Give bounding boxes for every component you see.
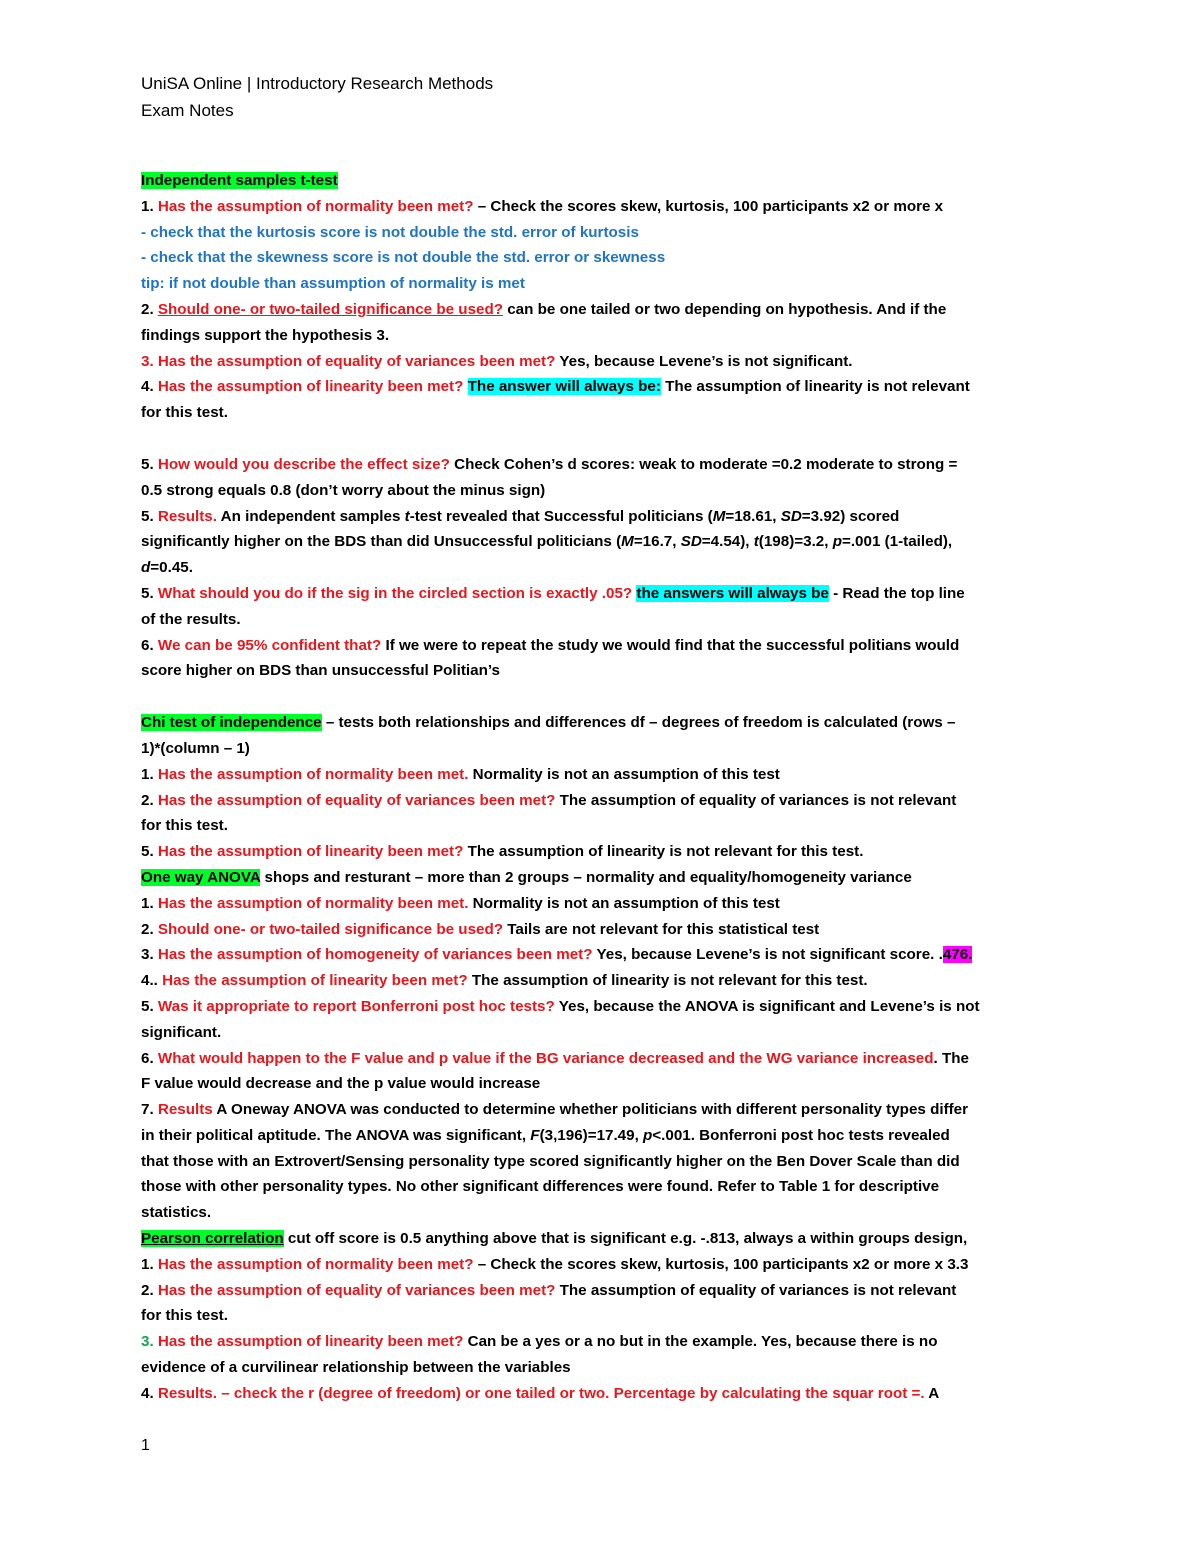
note-line [141,1252,1059,1278]
text-segment: M [621,533,634,551]
note-line [141,478,1059,504]
note-line [141,736,1059,762]
text-segment: 1. [141,1255,158,1273]
text-segment: A Oneway ANOVA was conducted to determine whether politicians with different personality types differ [212,1101,969,1119]
text-segment: Has the assumption of normality been met. [157,765,469,783]
text-segment: 3. [141,1333,158,1351]
text-segment: 2. [141,1281,158,1299]
text-segment: If we were to repeat the study we would find that the successful politians would [381,636,960,654]
text-segment: Chi test of independence [141,714,322,732]
text-segment: – Check the scores skew, kurtosis, 100 participants x2 or more x 3.3 [473,1255,969,1273]
text-segment: for this test. [141,404,228,422]
text-segment: What should you do if the sig in the circled section is exactly .05? [157,584,633,602]
text-segment: The assumption of linearity is not relevant for this test. [467,972,868,990]
note-line [141,942,1059,968]
text-segment: An independent samples [216,507,405,525]
text-segment: Results. – check the r (degree of freedom) or one tailed or two. Percentage by calculating the squar root =. [157,1384,925,1402]
text-segment: Yes, because Levene’s is not significant score. . [592,946,943,964]
text-segment: Has the assumption of equality of variances been met? [157,791,556,809]
text-segment: in their political aptitude. The ANOVA was significant, [141,1126,531,1144]
text-segment: =18.61, [725,507,781,525]
note-line [141,323,1059,349]
note-line [141,452,1059,478]
note-line [141,555,1059,581]
text-segment: 5. [141,997,158,1015]
text-segment: The assumption of linearity is not relevant for this test. [463,843,864,861]
note-line [141,865,1059,891]
note-line [141,349,1059,375]
text-segment: How would you describe the effect size? [157,455,450,473]
text-segment: We can be 95% confident that? [157,636,382,654]
text-segment: 2. [141,300,158,318]
note-line [141,917,1059,943]
note-line [141,1329,1059,1355]
text-segment: p [643,1126,653,1144]
text-segment: Has the assumption of linearity been met? [162,972,468,990]
text-segment [463,378,467,395]
note-line [141,762,1059,788]
text-segment: 5. [141,507,158,525]
text-segment: – Check the scores skew, kurtosis, 100 participants x2 or more x [473,197,944,215]
text-segment: . The [933,1049,969,1067]
text-segment: Was it appropriate to report Bonferroni post hoc tests? [157,997,555,1015]
text-segment: Can be a yes or a no but in the example. Yes, because there is no [463,1333,938,1351]
text-segment: t [404,507,410,525]
text-segment: -test revealed that Successful politicians ( [409,507,713,525]
text-segment: Normality is not an assumption of this test [468,894,780,912]
text-segment: The assumption of linearity is not relevant [660,378,970,396]
note-line [141,220,1059,246]
text-segment: for this test. [141,817,228,835]
note-line [141,788,1059,814]
note-line [141,1303,1059,1329]
text-segment: – tests both relationships and differences df – degrees of freedom is calculated (rows – [321,714,956,732]
text-segment: Check Cohen’s d scores: weak to moderate =0.2 moderate to strong = [449,455,958,473]
note-line [141,1071,1059,1097]
text-segment: statistics. [141,1204,212,1222]
document-header-subtitle: Exam Notes [141,101,234,120]
text-segment: 2. [141,791,158,809]
text-segment: SD [780,507,802,525]
text-segment: =16.7, [633,533,681,551]
text-segment: p [832,533,842,551]
note-line [141,1200,1059,1226]
text-segment: - Read the top line [828,584,965,602]
text-segment: Has the assumption of normality been met. [157,894,469,912]
text-segment: SD [680,533,702,551]
text-segment: Has the assumption of linearity been met? [157,378,464,396]
note-line [141,271,1059,297]
note-line [141,607,1059,633]
text-segment: significant. [141,1023,222,1041]
text-segment: 3. Has the assumption of equality of variances been met? [141,352,556,370]
text-segment: of the results. [141,610,241,628]
note-line [141,1355,1059,1381]
note-line [141,1174,1059,1200]
text-segment: Has the assumption of homogeneity of variances been met? [157,946,593,964]
text-segment: 6. [141,636,158,654]
text-segment: M [712,507,726,525]
text-segment: findings support the hypothesis 3. [141,326,390,344]
note-line [141,968,1059,994]
text-segment: Yes, because Levene’s is not significant. [555,352,853,370]
note-line [141,891,1059,917]
text-segment: 4.. [141,972,163,990]
text-segment: - check that the skewness score is not double the std. error or skewness [141,249,666,267]
text-segment: cut off score is 0.5 anything above that is significant e.g. -.813, always a within groups design, [283,1230,968,1248]
note-line [141,297,1059,323]
text-segment: Has the assumption of linearity been met? [157,843,464,861]
text-segment: 6. [141,1049,158,1067]
note-line [141,994,1059,1020]
note-line [141,1020,1059,1046]
text-segment: 476. [942,946,973,964]
note-line [141,1046,1059,1072]
text-segment: (198)=3.2, [758,533,833,551]
note-line [141,1149,1059,1175]
text-segment: 7. [141,1101,158,1119]
text-segment: shops and resturant – more than 2 groups – normality and equality/homogeneity variance [260,868,912,886]
text-segment: 0.5 strong equals 0.8 (don’t worry about the minus sign) [141,481,546,499]
text-segment: Results. [157,507,217,525]
text-segment: One way ANOVA [141,868,261,886]
page-number: 1 [141,1437,150,1454]
text-segment: score higher on BDS than unsuccessful Politian’s [141,662,500,680]
note-line [141,839,1059,865]
text-segment: 1. [141,894,158,912]
text-segment: Pearson correlation [141,1230,284,1248]
note-line [141,504,1059,530]
text-segment: =0.45. [150,559,193,577]
note-line [141,1226,1059,1252]
text-segment: 1)*(column – 1) [141,739,250,757]
text-segment: =3.92) scored [801,507,900,525]
text-segment: significantly higher on the BDS than did Unsuccessful politicians ( [141,533,622,551]
note-line [141,581,1059,607]
text-segment: 5. [141,455,158,473]
text-segment: the answers will always be [636,584,829,602]
text-segment: 1. [141,765,158,783]
text-segment: What would happen to the F value and p value if the BG variance decreased and the WG variance increased [157,1049,934,1067]
note-line [141,1278,1059,1304]
note-line [141,710,1059,736]
text-segment: Has the assumption of linearity been met? [157,1333,464,1351]
text-segment: those with other personality types. No other significant differences were found. Refer to Table 1 for descriptive [141,1178,940,1196]
note-line [141,1097,1059,1123]
note-line [141,245,1059,271]
text-segment: Yes, because the ANOVA is significant and Levene’s is not [554,997,980,1015]
blank-line [141,684,1059,710]
note-line [141,194,1059,220]
document-header-title: UniSA Online | Introductory Research Methods [141,74,494,93]
notes-body [141,168,1059,1407]
note-line [141,658,1059,684]
text-segment: 2. [141,920,158,938]
text-segment: that those with an Extrovert/Sensing personality type scored significantly higher on the Ben Dover Scale than did [141,1152,960,1170]
text-segment: tip: if not double than assumption of normality is met [141,275,525,293]
text-segment: <.001. Bonferroni post hoc tests revealed [652,1126,950,1144]
text-segment: 5. [141,843,158,861]
text-segment: =4.54), [701,533,754,551]
text-segment: Tails are not relevant for this statistical test [503,920,820,938]
text-segment: A [924,1384,940,1402]
text-segment: Has the assumption of equality of variances been met? [157,1281,556,1299]
note-line [141,813,1059,839]
text-segment: =.001 (1-tailed), [841,533,953,551]
note-line [141,374,1059,400]
text-segment: - check that the kurtosis score is not double the std. error of kurtosis [141,223,639,241]
text-segment: The assumption of equality of variances is not relevant [555,791,957,809]
text-segment: can be one tailed or two depending on hypothesis. And if the [503,300,947,318]
note-line [141,529,1059,555]
text-segment: F value would decrease and the p value would increase [141,1075,541,1093]
note-line [141,633,1059,659]
text-segment: Normality is not an assumption of this test [468,765,780,783]
text-segment: Has the assumption of normality been met? [157,1255,474,1273]
note-line [141,168,1059,194]
text-segment: t [753,533,759,551]
text-segment: 4. [141,1384,158,1402]
text-segment: 5. [141,584,158,602]
text-segment: The answer will always be: [467,378,661,396]
text-segment: 3. [141,946,158,964]
text-segment: The assumption of equality of variances is not relevant [555,1281,957,1299]
text-segment: Should one- or two-tailed significance be used? [157,300,504,318]
text-segment: Results [157,1101,213,1119]
text-segment: Independent samples t-test [141,172,338,189]
text-segment: Should one- or two-tailed significance be used? [157,920,504,938]
text-segment: d [141,559,151,577]
text-segment: (3,196)=17.49, [539,1126,644,1144]
text-segment: Has the assumption of normality been met? [157,197,474,215]
text-segment: 1. [141,197,158,215]
text-segment: F [530,1126,540,1144]
text-segment: 4. [141,378,158,396]
note-line [141,1123,1059,1149]
note-line [141,400,1059,426]
text-segment: evidence of a curvilinear relationship between the variables [141,1359,571,1377]
text-segment: for this test. [141,1307,228,1325]
blank-line [141,426,1059,452]
note-line [141,1381,1059,1407]
